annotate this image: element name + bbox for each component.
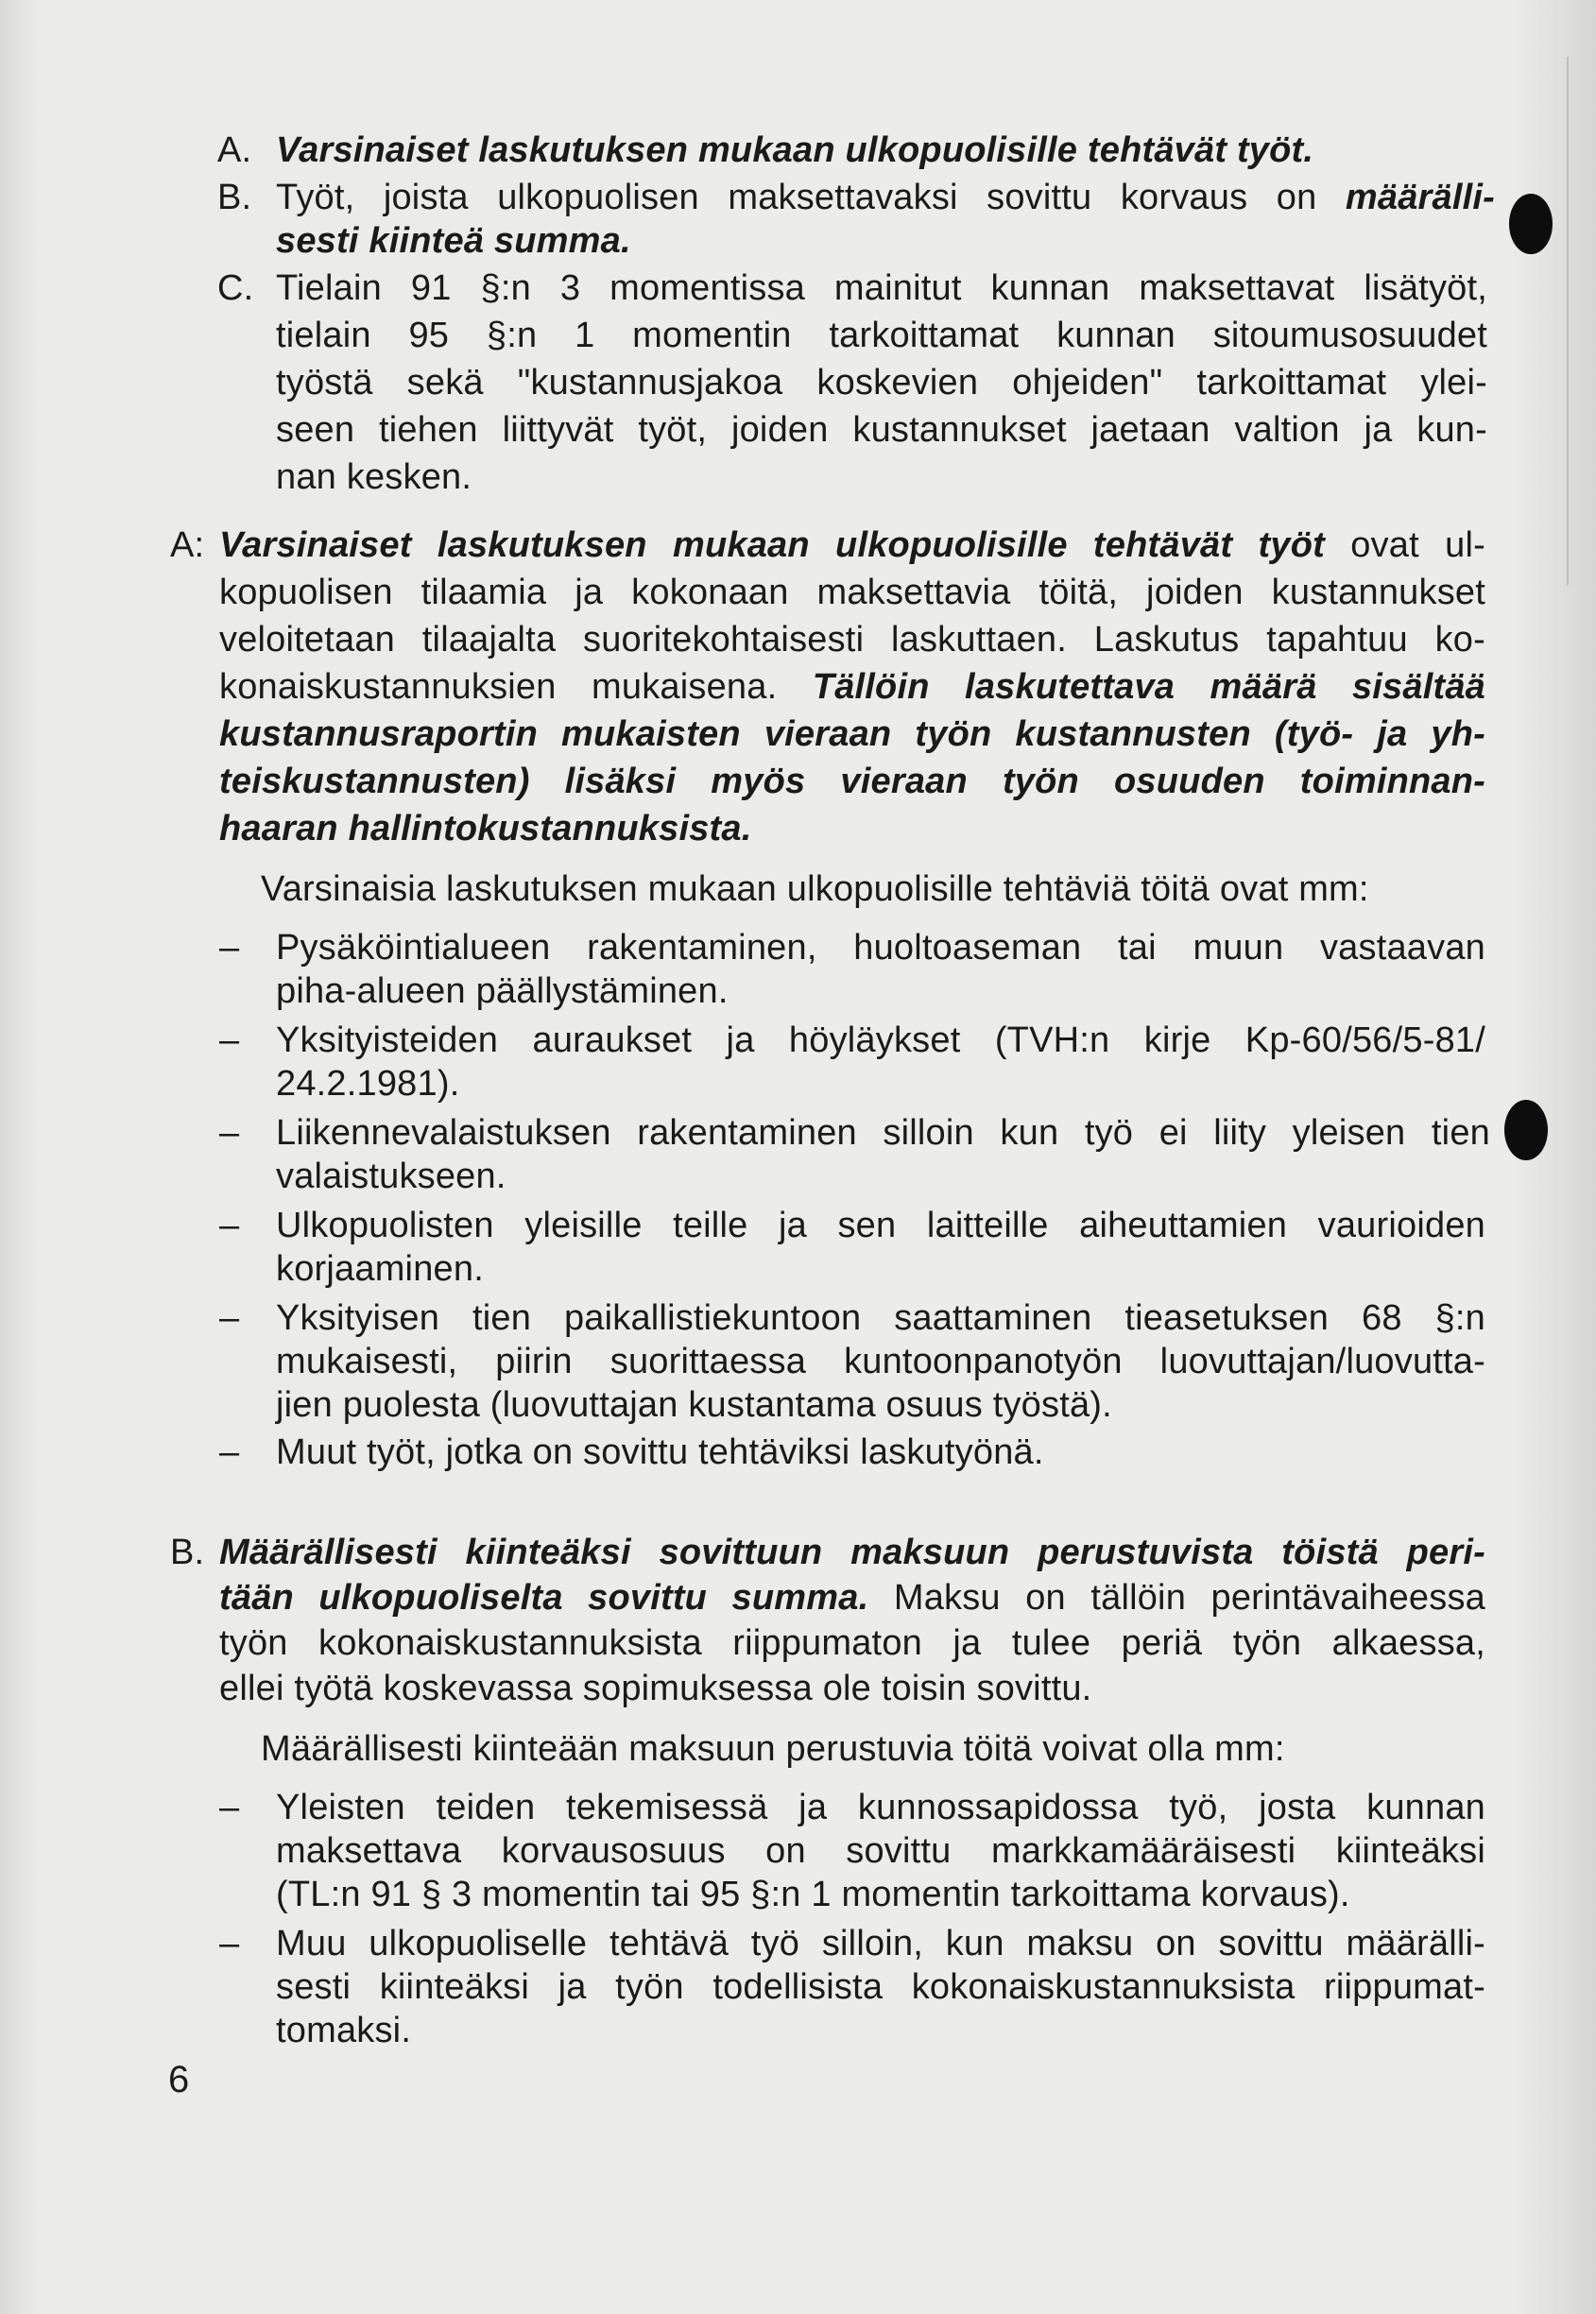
list-item-line: Muu ulkopuoliselle tehtävä työ silloin, kun maksu on sovittu määrälli- xyxy=(276,1924,1485,1963)
intro-c-line-5: nan kesken. xyxy=(276,457,472,497)
intro-c-line-4: seen tiehen liittyvät työt, joiden kustannukset jaetaan valtion ja kun- xyxy=(276,410,1487,450)
scan-edge-line xyxy=(1567,57,1569,586)
list-item-line: 24.2.1981). xyxy=(276,1064,460,1104)
list-item-line: Yksityisen tien paikallistiekuntoon saattaminen tieasetuksen 68 §:n xyxy=(276,1298,1485,1338)
intro-b-marker: B. xyxy=(217,178,252,217)
section-b-line-1: Määrällisesti kiinteäksi sovittuun maksuun perustuvista töistä peri- xyxy=(219,1533,1485,1572)
list-item-line: jien puolesta (luovuttajan kustantama osuus työstä). xyxy=(276,1385,1112,1425)
section-a-line-1 xyxy=(219,523,1485,567)
section-a-line-2: kopuolisen tilaamia ja kokonaan maksettavia töitä, joiden kustannukset xyxy=(219,573,1485,612)
list-dash: – xyxy=(219,1206,240,1245)
section-a-line-3: veloitetaan tilaajalta suoritekohtaisesti laskuttaen. Laskutus tapahtuu ko- xyxy=(219,620,1485,660)
intro-c-line-1: Tielain 91 §:n 3 momentissa mainitut kunnan maksettavat lisätyöt, xyxy=(276,268,1487,308)
list-item-line: tomaksi. xyxy=(276,2011,412,2050)
list-item-line: Yleisten teiden tekemisessä ja kunnossapidossa työ, josta kunnan xyxy=(276,1788,1485,1827)
section-a-em-1: Varsinaiset laskutuksen mukaan ulkopuolisille tehtävät työt xyxy=(219,525,1325,565)
list-item-line: Liikennevalaistuksen rakentaminen silloin kun työ ei liity yleisen tien xyxy=(276,1113,1490,1153)
list-dash: – xyxy=(219,1788,240,1827)
list-dash: – xyxy=(219,1020,240,1060)
section-a-line-5: kustannusraportin mukaisten vieraan työn kustannusten (työ- ja yh- xyxy=(219,714,1485,754)
intro-b-line-2: sesti kiinteä summa. xyxy=(276,221,631,261)
intro-b-plain: Työt, joista ulkopuolisen maksettavaksi sovittu korvaus on xyxy=(276,178,1346,217)
section-a-em-4: Tällöin laskutettava määrä sisältää xyxy=(812,667,1486,707)
list-dash: – xyxy=(219,1113,240,1153)
intro-a-marker: A. xyxy=(217,130,252,170)
section-a-line-7: haaran hallintokustannuksista. xyxy=(219,809,752,848)
section-a-plain-4: konaiskustannuksien mukaisena. xyxy=(219,667,813,707)
list-item-line: Ulkopuolisten yleisille teille ja sen laitteille aiheuttamien vaurioiden xyxy=(276,1206,1485,1245)
list-dash: – xyxy=(219,928,240,968)
page-number: 6 xyxy=(168,2059,190,2100)
list-item-line: maksettava korvausosuus on sovittu markkamääräisesti kiinteäksi xyxy=(276,1831,1485,1871)
list-dash: – xyxy=(219,1298,240,1338)
list-item-line: sesti kiinteäksi ja työn todellisista kokonaiskustannuksista riippumat- xyxy=(276,1967,1485,2007)
list-item-line: mukaisesti, piirin suorittaessa kuntoonpanotyön luovuttajan/luovutta- xyxy=(276,1342,1485,1381)
section-b-line-4: ellei työtä koskevassa sopimuksessa ole toisin sovittu. xyxy=(219,1669,1092,1708)
section-b-line-3: työn kokonaiskustannuksista riippumaton ja tulee periä työn alkaessa, xyxy=(219,1623,1485,1663)
list-item-line: valaistukseen. xyxy=(276,1157,506,1196)
intro-c-line-2: tielain 95 §:n 1 momentin tarkoittamat kunnan sitoumusosuudet xyxy=(276,316,1487,355)
section-a-list-intro: Varsinaisia laskutuksen mukaan ulkopuolisille tehtäviä töitä ovat mm: xyxy=(261,869,1369,909)
section-a-line-4 xyxy=(219,665,1485,709)
section-a-plain-1: ovat ul- xyxy=(1324,525,1485,565)
section-a-line-6: teiskustannusten) lisäksi myös vieraan työn osuuden toiminnan- xyxy=(219,762,1485,801)
list-dash: – xyxy=(219,1924,240,1963)
list-item-line: Muut työt, jotka on sovittu tehtäviksi laskutyönä. xyxy=(276,1432,1044,1472)
list-item-line: Pysäköintialueen rakentaminen, huoltoaseman tai muun vastaavan xyxy=(276,928,1485,968)
list-item-line: piha-alueen päällystäminen. xyxy=(276,971,729,1011)
section-b-marker: B. xyxy=(170,1533,205,1572)
punch-hole-middle xyxy=(1504,1100,1548,1160)
section-b-list-intro: Määrällisesti kiinteään maksuun perustuvia töitä voivat olla mm: xyxy=(261,1729,1285,1769)
list-item-line: (TL:n 91 § 3 momentin tai 95 §:n 1 momentin tarkoittama korvaus). xyxy=(276,1875,1350,1914)
list-item-line: Yksityisteiden auraukset ja höyläykset (TVH:n kirje Kp-60/56/5-81/ xyxy=(276,1020,1485,1060)
section-a-marker: A: xyxy=(170,525,205,565)
list-item-line: korjaaminen. xyxy=(276,1249,484,1289)
intro-b-line-1 xyxy=(276,176,1495,219)
section-b-em-2: tään ulkopuoliselta sovittu summa. xyxy=(219,1578,869,1618)
intro-c-line-3: työstä sekä "kustannusjakoa koskevien ohjeiden" tarkoittamat ylei- xyxy=(276,363,1487,403)
section-b-plain-2: Maksu on tällöin perintävaiheessa xyxy=(868,1578,1485,1618)
intro-b-em: määrälli- xyxy=(1345,178,1495,217)
list-dash: – xyxy=(219,1432,240,1472)
intro-c-marker: C. xyxy=(217,268,254,308)
intro-a-text: Varsinaiset laskutuksen mukaan ulkopuolisille tehtävät työt. xyxy=(276,130,1314,170)
punch-hole-top xyxy=(1509,194,1553,254)
section-b-line-2 xyxy=(219,1576,1485,1620)
